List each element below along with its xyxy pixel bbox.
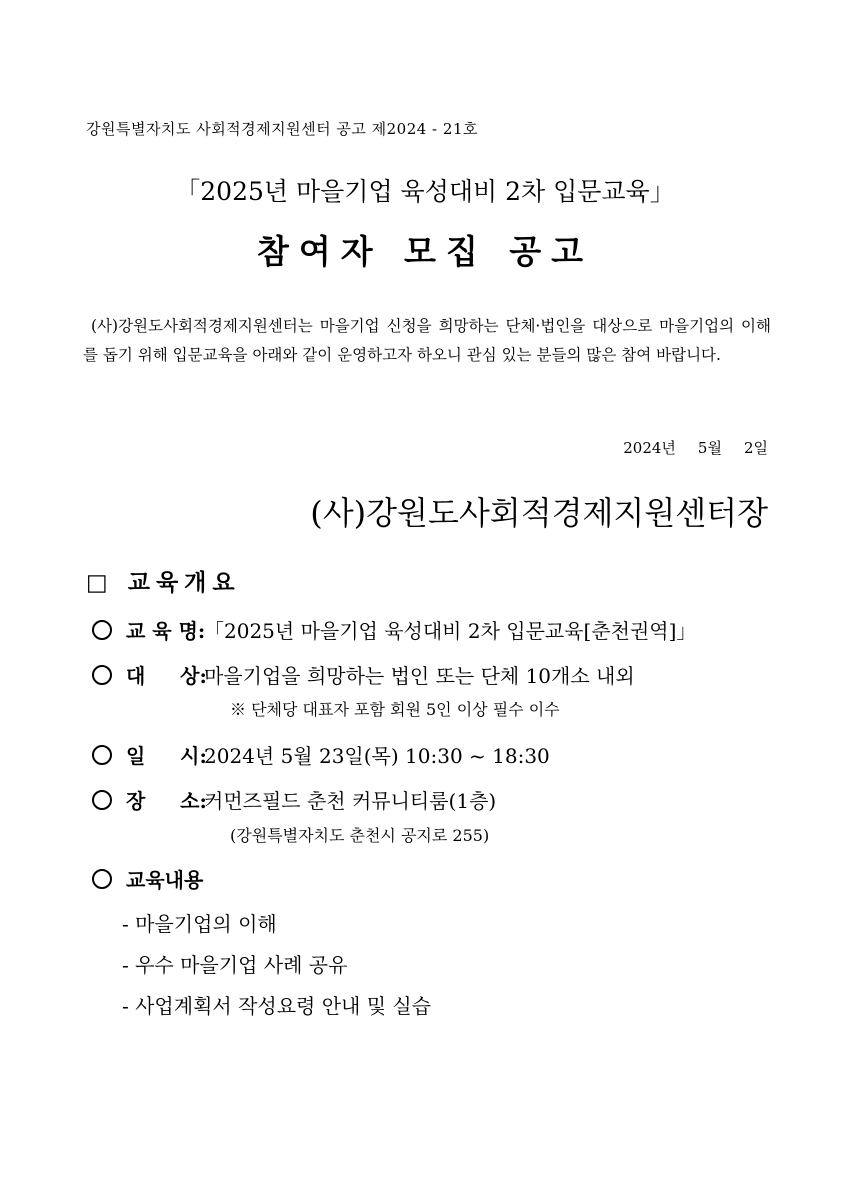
circle-bullet-icon xyxy=(92,790,112,810)
overview-item-datetime xyxy=(92,740,550,769)
overview-item-location xyxy=(92,785,496,814)
circle-bullet-icon xyxy=(92,620,112,640)
content-list-item: - 우수 마을기업 사례 공유 xyxy=(122,953,348,977)
item-value: 커먼즈필드 춘천 커뮤니티룸(1층) xyxy=(204,789,497,813)
date-year: 2024년 xyxy=(623,439,676,457)
date-month: 5월 xyxy=(697,439,722,457)
item-value: 마을기업을 희망하는 법인 또는 단체 10개소 내외 xyxy=(204,664,635,688)
content-list-item: - 마을기업의 이해 xyxy=(122,912,277,936)
circle-bullet-icon xyxy=(92,745,112,765)
notice-number: 강원특별자치도 사회적경제지원센터 공고 제2024 - 21호 xyxy=(86,120,478,138)
circle-bullet-icon xyxy=(92,869,112,889)
section-title: □ 교육개요 xyxy=(86,569,241,596)
intro-paragraph: (사)강원도사회적경제지원센터는 마을기업 신청을 희망하는 단체·법인을 대상으로 마을기업의 이해를 돕기 위해 입문교육을 아래와 같이 운영하고자 하오니 관심 있는 분들의 많은 참여 바랍니다. xyxy=(83,317,771,364)
page-title: 참여자 모집 공고 xyxy=(256,232,594,271)
target-note: ※ 단체당 대표자 포함 회원 5인 이상 필수 이수 xyxy=(230,700,560,719)
item-value: 「2025년 마을기업 육성대비 2차 입문교육[춘천권역]」 xyxy=(204,619,697,643)
item-label: 교육내용 xyxy=(126,868,204,892)
overview-item-target xyxy=(92,660,635,689)
content-list-item: - 사업계획서 작성요령 안내 및 실습 xyxy=(122,994,432,1018)
item-label: 일 시: xyxy=(126,744,207,768)
notice-date xyxy=(623,437,768,458)
item-label: 장 소: xyxy=(126,789,207,813)
item-value: 2024년 5월 23일(목) 10:30 ~ 18:30 xyxy=(204,744,550,768)
overview-item-course-name xyxy=(92,615,696,644)
item-label: 대 상: xyxy=(126,664,207,688)
overview-item-content xyxy=(92,864,203,893)
item-label: 교 육 명: xyxy=(126,619,206,643)
location-address: (강원특별자치도 춘천시 공지로 255) xyxy=(230,826,490,845)
title-line1: 「2025년 마을기업 육성대비 2차 입문교육」 xyxy=(175,177,675,206)
issuer-name: (사)강원도사회적경제지원센터장 xyxy=(310,494,768,532)
date-day: 2일 xyxy=(743,439,768,457)
circle-bullet-icon xyxy=(92,665,112,685)
